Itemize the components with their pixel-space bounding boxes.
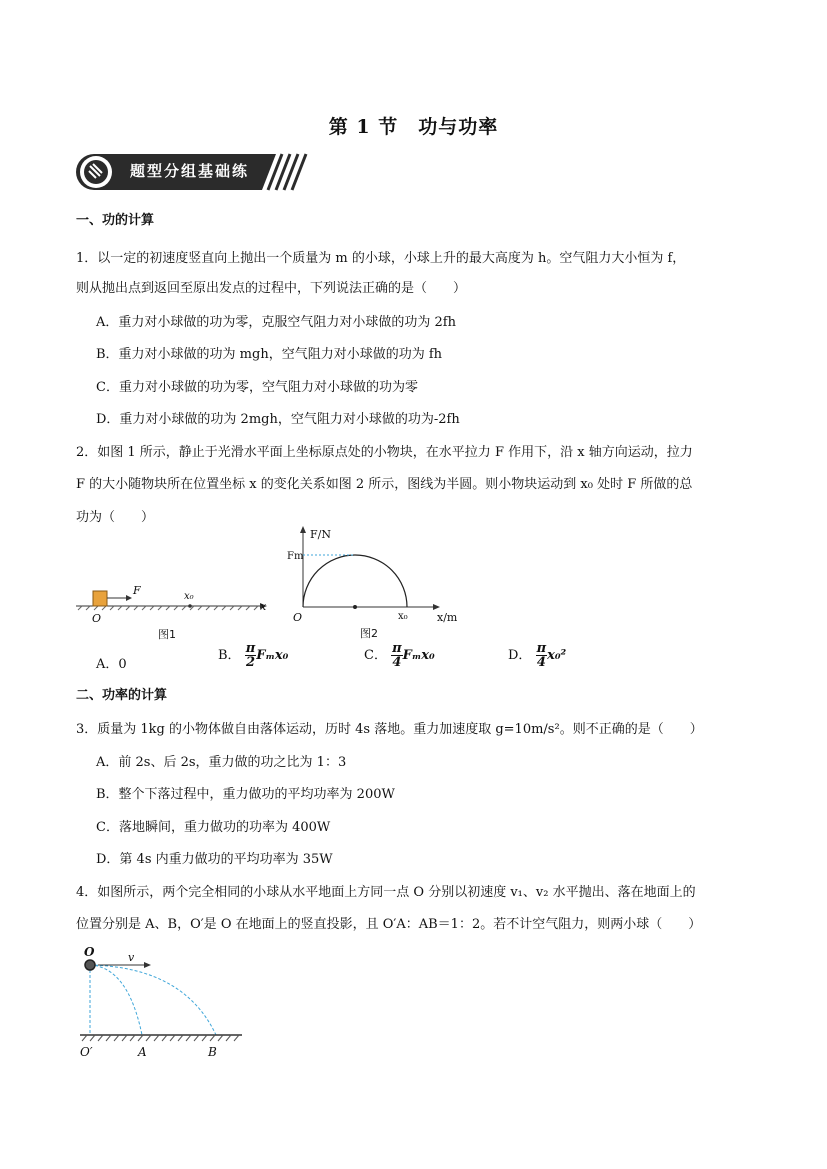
- q1-option-a: A．重力对小球做的功为零，克服空气阻力对小球做的功为 2fh: [96, 315, 456, 330]
- q2-option-a: A．0: [96, 657, 127, 672]
- q3-option-d: D．第 4s 内重力做功的平均功率为 35W: [96, 852, 333, 867]
- q2-stem-line2: F 的大小随物块所在位置坐标 x 的变化关系如图 2 所示，图线为半圆。则小物块运动到 x₀ 处时 F 所做的总: [76, 477, 693, 492]
- q2-stem-line3: 功为（ ）: [76, 510, 155, 525]
- fig1-label-o: O: [92, 612, 102, 625]
- fig2-caption: 图2: [360, 627, 378, 640]
- fig2-label-xm: x/m: [437, 611, 458, 624]
- banner-title: 题型分组基础练: [130, 162, 250, 180]
- q3-stem: 3．质量为 1kg 的小物体做自由落体运动，历时 4s 落地。重力加速度取 g=10m/s²。则不正确的是（ ）: [76, 722, 703, 737]
- page-title: 第 1 节 功与功率: [328, 116, 499, 138]
- q2-option-b-expr: Fₘx₀: [256, 648, 289, 663]
- q2-option-c-label: C．: [364, 648, 387, 663]
- fig1-label-x0: x₀: [184, 591, 194, 602]
- q3-option-a: A．前 2s、后 2s，重力做的功之比为 1：3: [96, 755, 347, 770]
- section-heading-work: 一、功的计算: [76, 213, 155, 228]
- q4-label-o: O: [84, 945, 95, 959]
- q2-option-c: [364, 642, 435, 669]
- q2-option-c-expr: Fₘx₀: [402, 648, 435, 663]
- q4-label-v: v: [128, 951, 135, 964]
- q4-label-b: B: [208, 1045, 217, 1059]
- fig2-label-fm: Fm: [287, 551, 304, 562]
- q2-stem-line1: 2．如图 1 所示，静止于光滑水平面上坐标原点处的小物块，在水平拉力 F 作用下，沿 x 轴方向运动，拉力: [76, 445, 693, 460]
- fig1-caption: 图1: [158, 628, 176, 641]
- fig2-label-fn: F/N: [310, 528, 331, 541]
- q2-option-c-fraction: $\frac{\pi}{4}$: [392, 641, 402, 670]
- q4-stem-line2: 位置分别是 A、B，O′是 O 在地面上的竖直投影，且 O′A：AB＝1：2。若不计空气阻力，则两小球（ ）: [76, 917, 702, 932]
- fig2-label-o: O: [293, 611, 303, 624]
- q2-block: [93, 591, 107, 606]
- q1-option-d: D．重力对小球做的功为 2mgh，空气阻力对小球做的功为-2fh: [96, 412, 460, 427]
- q1-option-c: C．重力对小球做的功为零，空气阻力对小球做的功为零: [96, 380, 418, 395]
- q2-option-d-expr: x₀²: [547, 648, 567, 663]
- fig1-label-f: F: [133, 584, 141, 597]
- q2-option-d-label: D．: [508, 648, 532, 663]
- q1-stem-line1: 1．以一定的初速度竖直向上抛出一个质量为 m 的小球，小球上升的最大高度为 h。空气阻力大小恒为 f，: [76, 251, 686, 266]
- q2-option-b-fraction: $\frac{\pi}{2}$: [245, 641, 256, 670]
- q2-option-b-label: B．: [218, 648, 241, 663]
- q3-option-c: C．落地瞬间，重力做功的功率为 400W: [96, 820, 331, 835]
- q1-stem-line2: 则从抛出点到返回至原出发点的过程中，下列说法正确的是（ ）: [76, 281, 467, 296]
- q2-option-b: [218, 642, 288, 669]
- fig2-label-x0: x₀: [398, 611, 408, 622]
- q4-label-o-prime: O′: [80, 1045, 93, 1059]
- q2-option-d-fraction: $\frac{\pi}{4}$: [536, 641, 547, 670]
- fig1-label-x: x: [260, 600, 267, 613]
- q1-option-b: B．重力对小球做的功为 mgh，空气阻力对小球做的功为 fh: [96, 347, 443, 362]
- q3-option-b: B．整个下落过程中，重力做功的平均功率为 200W: [96, 787, 395, 802]
- q4-figure: [76, 955, 248, 1047]
- q4-stem-line1: 4．如图所示，两个完全相同的小球从水平地面上方同一点 O 分别以初速度 v₁、v₂ 水平抛出、落在地面上的: [76, 885, 696, 900]
- q2-option-d: [508, 642, 566, 669]
- section-heading-power: 二、功率的计算: [76, 688, 168, 703]
- q4-ball: [85, 960, 95, 970]
- q4-label-a: A: [138, 1045, 147, 1059]
